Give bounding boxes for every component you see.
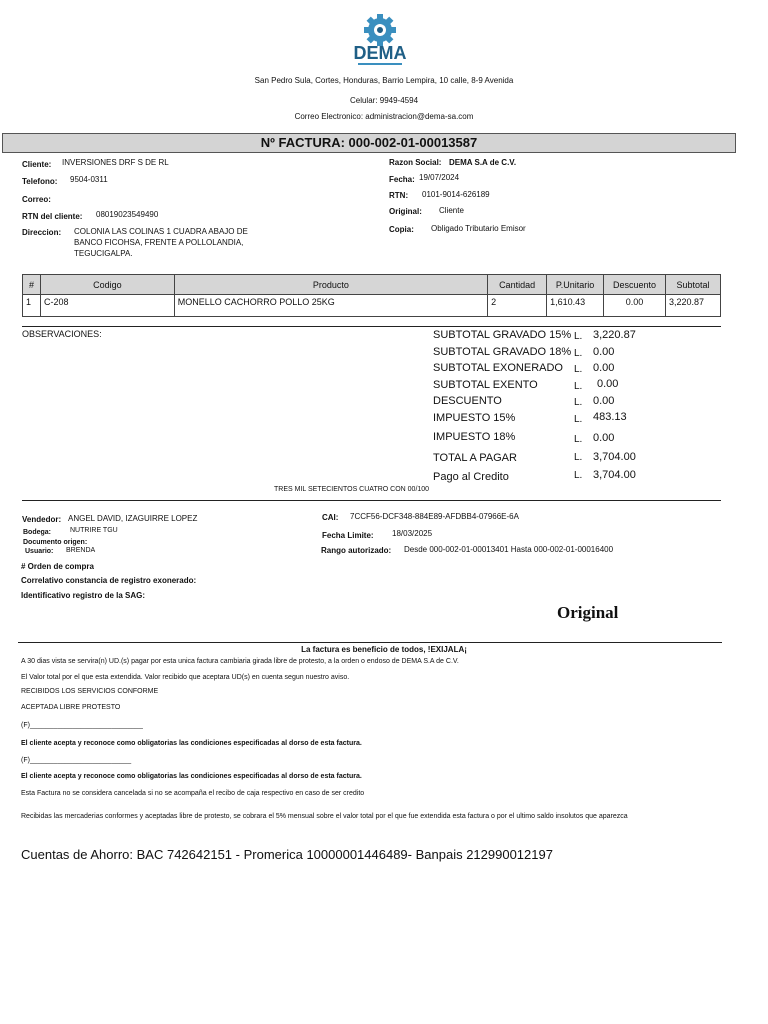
cai-value: 7CCF56-DCF348-884E89-AFDBB4-07966E-6A: [350, 512, 519, 521]
total-value-pago-credito: 3,704.00: [593, 469, 636, 481]
client-address-line-2: BANCO FICOHSA, FRENTE A POLLOLANDIA,: [74, 238, 244, 247]
issuer-copy: Obligado Tributario Emisor: [431, 224, 526, 233]
total-value-total-pagar: 3,704.00: [593, 451, 636, 463]
legal-line-2: El Valor total por el que esta extendida. Valor recibido que aceptara UD(s) en cuenta segun nuestro aviso.: [21, 674, 350, 681]
company-logo: [348, 14, 412, 72]
total-currency-impuesto-15: L.: [574, 414, 583, 425]
total-currency-pago-credito: L.: [574, 470, 583, 481]
issuer-date: 19/07/2024: [419, 173, 460, 182]
issuer-rtn: 0101-9014-626189: [422, 190, 490, 199]
divider: [22, 500, 721, 501]
legal-line-6: Recibidas las mercaderias conformes y aceptadas libre de protesto, se cobrara el 5% mensual sobre el valor total por el que fue extendida esta factura o por el ultimo saldo insolutos que aparezca: [21, 813, 628, 820]
row-subtotal: 3,220.87: [666, 295, 721, 317]
row-code: C-208: [40, 295, 174, 317]
total-currency-exento: L.: [574, 381, 583, 392]
row-product: MONELLO CACHORRO POLLO 25KG: [174, 295, 487, 317]
deadline-label: Fecha Limite:: [322, 531, 374, 540]
legal-line-5: Esta Factura no se considera cancelada si no se acompaña el recibo de caja respectivo en caso de ser credito: [21, 790, 365, 797]
col-header-number: #: [23, 275, 41, 295]
total-label-gravado-15: SUBTOTAL GRAVADO 15%: [433, 329, 572, 341]
row-quantity: 2: [488, 295, 547, 317]
table-row: [23, 295, 721, 317]
client-phone-label: Telefono:: [22, 177, 58, 186]
total-label-exonerado: SUBTOTAL EXONERADO: [433, 362, 563, 374]
client-name: INVERSIONES DRF S DE RL: [62, 158, 169, 167]
total-label-exento: SUBTOTAL EXENTO: [433, 379, 538, 391]
cai-label: CAI:: [322, 513, 339, 522]
company-address: San Pedro Sula, Cortes, Honduras, Barrio Lempira, 10 calle, 8-9 Avenida: [254, 76, 514, 85]
total-value-impuesto-18: 0.00: [593, 432, 615, 444]
observations-label: OBSERVACIONES:: [22, 329, 102, 339]
issuer-original-label: Original:: [389, 207, 422, 216]
total-value-exonerado: 0.00: [593, 362, 615, 374]
row-unit-price: 1,610.43: [547, 295, 604, 317]
total-label-descuento: DESCUENTO: [433, 395, 502, 407]
company-email: Correo Electronico: administracion@dema-sa.com: [294, 112, 474, 121]
legal-line-1: A 30 dias vista se servira(n) UD.(s) pagar por esta unica factura cambiaria girada libre de protesto, a la orden o endoso de DEMA S.A de C.V.: [21, 658, 459, 665]
amount-in-words: TRES MIL SETECIENTOS CUATRO CON 00/100: [274, 486, 430, 493]
total-label-impuesto-15: IMPUESTO 15%: [433, 412, 516, 424]
document-origin-label: Documento origen:: [23, 539, 88, 546]
exonerated-registry-label: Correlativo constancia de registro exonerado:: [21, 576, 197, 585]
total-currency-impuesto-18: L.: [574, 434, 583, 445]
user-value: BRENDA: [66, 547, 96, 554]
legal-line-3: RECIBIDOS LOS SERVICIOS CONFORME: [21, 688, 159, 695]
col-header-code: Codigo: [40, 275, 174, 295]
logo-text: DEMA: [353, 43, 407, 63]
gear-icon: [348, 14, 412, 72]
signature-line-2: (F)__________________________: [21, 757, 132, 764]
footer-heading: La factura es beneficio de todos, !EXIJALA¡: [301, 645, 467, 654]
issuer-rtn-label: RTN:: [389, 191, 409, 200]
divider: [18, 642, 722, 643]
total-label-total-pagar: TOTAL A PAGAR: [433, 452, 517, 464]
total-currency-gravado-15: L.: [574, 331, 583, 342]
acceptance-line-1: El cliente acepta y reconoce como obligatorias las condiciones especificadas al dorso de esta factura.: [21, 740, 362, 747]
user-label: Usuario:: [25, 548, 54, 555]
total-value-exento: 0.00: [597, 378, 619, 390]
original-stamp: Original: [557, 603, 619, 622]
col-header-unit-price: P.Unitario: [547, 275, 604, 295]
company-phone: Celular: 9949-4594: [349, 96, 419, 105]
issuer-date-label: Fecha:: [389, 175, 415, 184]
bodega-label: Bodega:: [23, 529, 51, 536]
client-address-label: Direccion:: [22, 228, 62, 237]
client-rtn: 08019023549490: [96, 210, 159, 219]
total-label-gravado-18: SUBTOTAL GRAVADO 18%: [433, 346, 572, 358]
issuer-razon: DEMA S.A de C.V.: [449, 158, 517, 167]
col-header-product: Producto: [174, 275, 487, 295]
client-address-line-3: TEGUCIGALPA.: [74, 249, 133, 258]
signature-line-1: (F)_____________________________: [21, 722, 143, 729]
legal-line-4: ACEPTADA LIBRE PROTESTO: [21, 704, 121, 711]
row-number: 1: [23, 295, 41, 317]
col-header-quantity: Cantidad: [488, 275, 547, 295]
col-header-discount: Descuento: [604, 275, 666, 295]
divider: [22, 326, 721, 327]
deadline-value: 18/03/2025: [392, 529, 433, 538]
client-email-label: Correo:: [22, 195, 51, 204]
authorized-range-value: Desde 000-002-01-00013401 Hasta 000-002-01-00016400: [404, 545, 614, 554]
client-phone: 9504-0311: [70, 175, 108, 184]
col-header-subtotal: Subtotal: [666, 275, 721, 295]
client-address-line-1: COLONIA LAS COLINAS 1 CUADRA ABAJO DE: [74, 227, 248, 236]
client-name-label: Cliente:: [22, 160, 52, 169]
invoice-number-title: Nº FACTURA: 000-002-01-00013587: [2, 133, 736, 153]
acceptance-line-2: El cliente acepta y reconoce como obligatorias las condiciones especificadas al dorso de esta factura.: [21, 773, 362, 780]
total-value-impuesto-15: 483.13: [593, 411, 627, 423]
purchase-order-label: # Orden de compra: [21, 562, 94, 571]
total-currency-total-pagar: L.: [574, 452, 583, 463]
bodega-value: NUTRIRE TGU: [70, 527, 118, 534]
total-value-descuento: 0.00: [593, 395, 615, 407]
table-header-row: [23, 275, 721, 295]
client-rtn-label: RTN del cliente:: [22, 212, 83, 221]
total-currency-exonerado: L.: [574, 364, 583, 375]
issuer-copy-label: Copia:: [389, 225, 414, 234]
items-table: [22, 274, 721, 317]
total-label-pago-credito: Pago al Credito: [433, 471, 509, 483]
total-currency-gravado-18: L.: [574, 348, 583, 359]
total-label-impuesto-18: IMPUESTO 18%: [433, 431, 516, 443]
total-value-gravado-15: 3,220.87: [593, 329, 636, 341]
seller-label: Vendedor:: [22, 515, 62, 524]
row-discount: 0.00: [604, 295, 666, 317]
sag-registry-label: Identificativo registro de la SAG:: [21, 591, 146, 600]
bank-accounts: Cuentas de Ahorro: BAC 742642151 - Promerica 10000001446489- Banpais 212990012197: [21, 847, 553, 862]
total-value-gravado-18: 0.00: [593, 346, 615, 358]
issuer-original: Cliente: [439, 206, 464, 215]
authorized-range-label: Rango autorizado:: [321, 546, 392, 555]
total-currency-descuento: L.: [574, 397, 583, 408]
issuer-razon-label: Razon Social:: [389, 158, 442, 167]
seller-name: ANGEL DAVID, IZAGUIRRE LOPEZ: [68, 514, 198, 523]
